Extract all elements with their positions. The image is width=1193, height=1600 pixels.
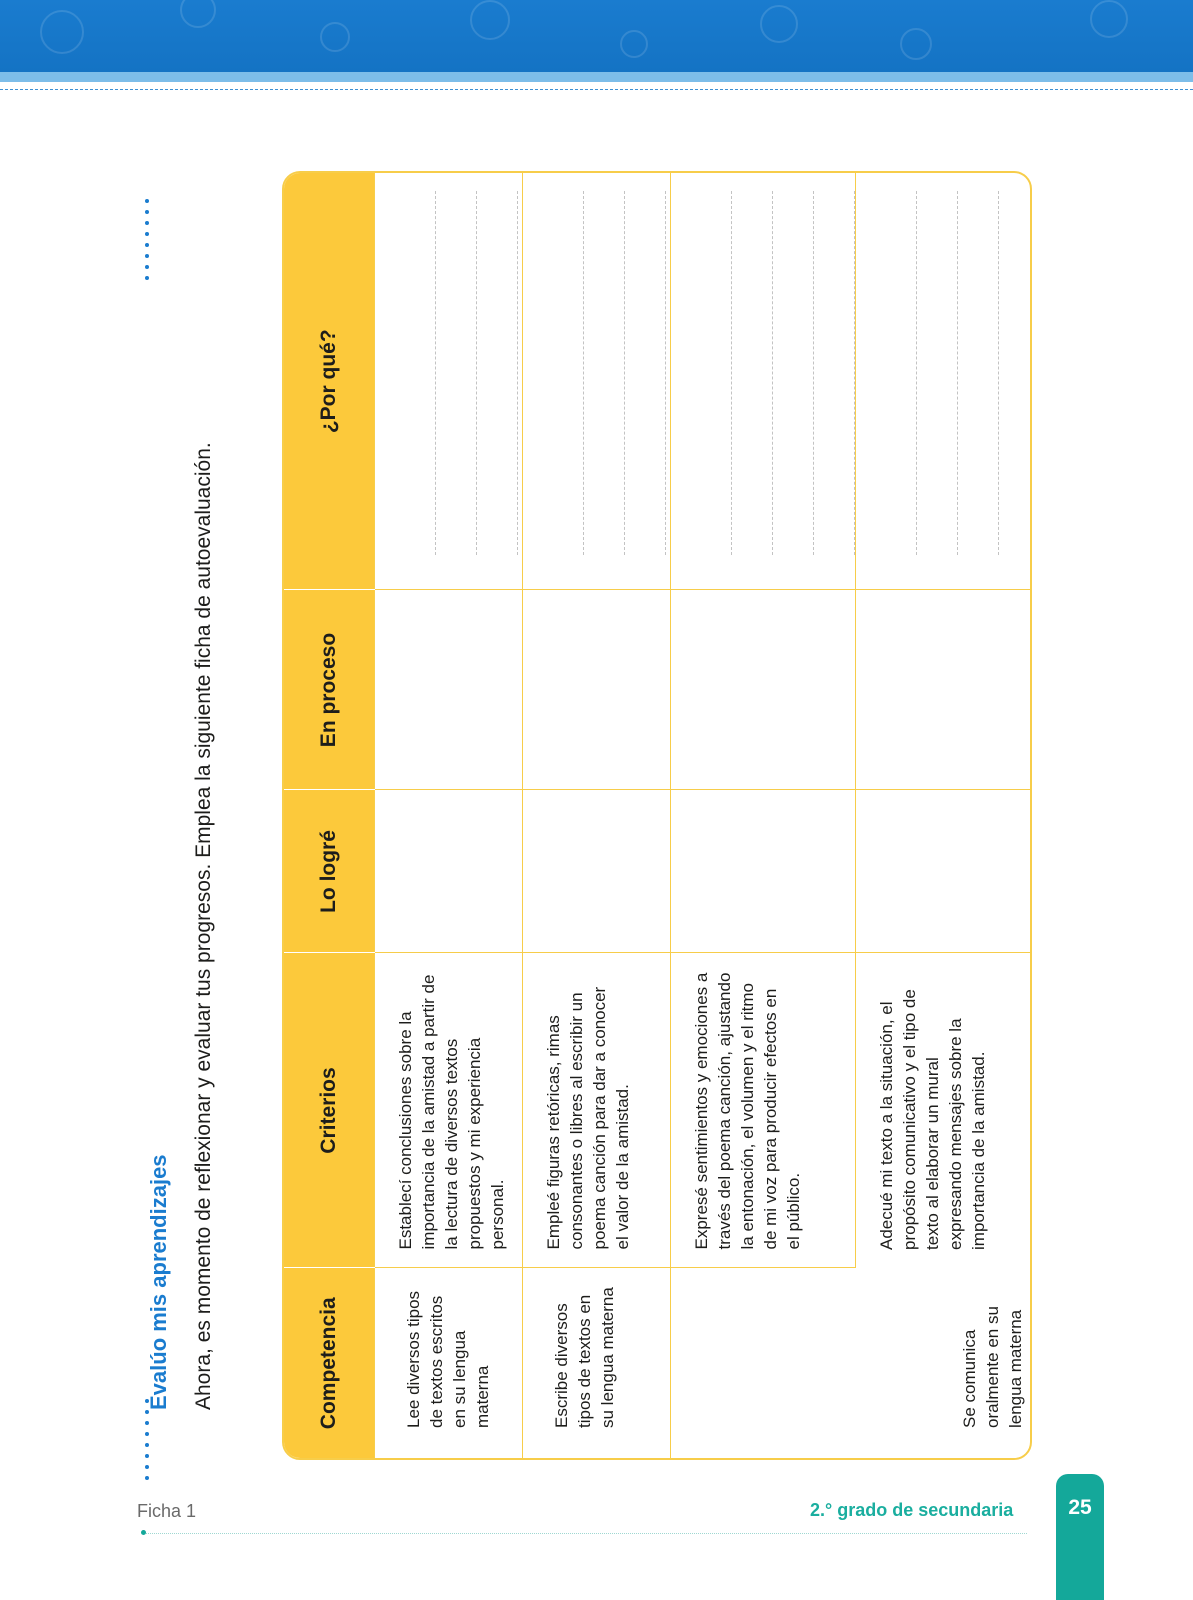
header-por-que: ¿Por qué? (284, 173, 375, 590)
page-number: 25 (1068, 1496, 1092, 1519)
header-lo-logre: Lo logré (284, 790, 375, 953)
footer-ficha-label: Ficha 1 (137, 1501, 197, 1521)
lo-logre-cell[interactable] (856, 790, 1033, 953)
banner-dashed-line (0, 89, 1193, 90)
criterio-cell: Adecué mi texto a la situación, el propósito comunicativo y el tipo de texto al elaborar un mural expresando mensajes sobre la importancia de la amistad. (856, 953, 1033, 1268)
footer-grade-label: 2.° grado de secundaria (810, 1500, 1014, 1520)
gear-icon (180, 0, 216, 28)
criterio-cell: Establecí conclusiones sobre la importancia de la amistad a partir de la lectura de diversos textos propuestos y mi experiencia personal. (375, 953, 523, 1268)
en-proceso-cell[interactable] (375, 590, 523, 790)
intro-text: Ahora, es momento de reflexionar y evaluar tus progresos. Emplea la siguiente ficha de autoevaluación. (192, 442, 215, 1410)
por-que-cell[interactable] (523, 173, 671, 590)
page-number-tab (1056, 1474, 1104, 1600)
criterio-cell: Expresé sentimientos y emociones a través del poema canción, ajustando la entonación, el volumen y el ritmo de mi voz para producir efectos en el público. (671, 953, 856, 1268)
criterio-cell: Empleé figuras retóricas, rimas consonantes o libres al escribir un poema canción para dar a conocer el valor de la amistad. (523, 953, 671, 1268)
competencia-cell: Se comunica oralmente en su lengua materna (671, 1268, 1033, 1458)
gear-icon (1090, 0, 1128, 38)
doodle-icon (40, 10, 84, 54)
en-proceso-cell[interactable] (671, 590, 856, 790)
lo-logre-cell[interactable] (671, 790, 856, 953)
doodle-icon (320, 22, 350, 52)
dotted-ornament-right (142, 170, 152, 280)
por-que-cell[interactable] (375, 173, 523, 590)
header-competencia: Competencia (284, 1268, 375, 1458)
por-que-cell[interactable] (856, 173, 1033, 590)
banner-stripe (0, 72, 1193, 82)
table-row (671, 173, 856, 1458)
table-header-row (284, 173, 375, 1458)
rotated-content (142, 168, 1042, 1480)
table-row (523, 173, 671, 1458)
competencia-cell: Escribe diversos tipos de textos en su lengua materna (523, 1268, 671, 1458)
en-proceso-cell[interactable] (523, 590, 671, 790)
table-row (856, 173, 1033, 1458)
gear-icon (760, 5, 798, 43)
lo-logre-cell[interactable] (523, 790, 671, 953)
doodle-icon (620, 30, 648, 58)
top-banner (0, 0, 1193, 72)
gear-icon (470, 0, 510, 40)
self-assessment-table (282, 171, 1032, 1460)
en-proceso-cell[interactable] (856, 590, 1033, 790)
footer-dot (141, 1530, 146, 1535)
footer-divider (142, 1533, 1027, 1534)
header-criterios: Criterios (284, 953, 375, 1268)
table-row (375, 173, 523, 1458)
doodle-icon (900, 28, 932, 60)
competencia-cell: Lee diversos tipos de textos escritos en su lengua materna (375, 1268, 523, 1458)
header-en-proceso: En proceso (284, 590, 375, 790)
section-title: Evalúo mis aprendizajes (146, 1154, 171, 1410)
lo-logre-cell[interactable] (375, 790, 523, 953)
por-que-cell[interactable] (671, 173, 856, 590)
